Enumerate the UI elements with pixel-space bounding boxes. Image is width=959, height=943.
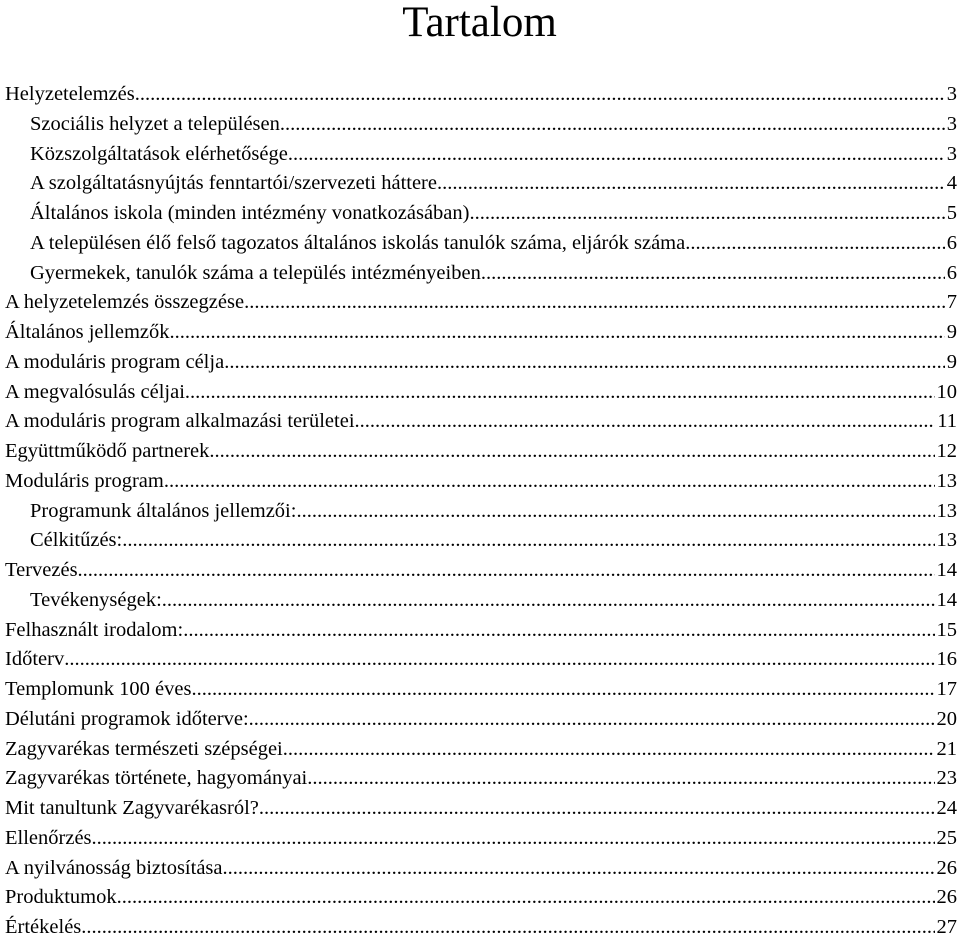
dot-leader	[280, 110, 945, 140]
toc-page-number: 9	[945, 348, 959, 378]
dot-leader	[117, 883, 935, 913]
toc-page-number: 25	[935, 824, 959, 854]
toc-entry-title: Zagyvarékas természeti szépségei	[5, 735, 283, 765]
dot-leader	[135, 80, 945, 110]
toc-entry-title: Tevékenységek:	[30, 586, 162, 616]
toc-entry[interactable]	[5, 318, 959, 348]
toc-page-number: 13	[935, 497, 959, 527]
dot-leader	[170, 318, 945, 348]
toc-page-number: 26	[935, 883, 959, 913]
toc-entry[interactable]	[5, 883, 959, 913]
toc-entry[interactable]	[5, 497, 959, 527]
toc-entry[interactable]	[5, 259, 959, 289]
toc-entry[interactable]	[5, 169, 959, 199]
toc-page-number: 17	[935, 675, 959, 705]
toc-entry-title: A megvalósulás céljai	[5, 378, 185, 408]
toc-entry-title: Gyermekek, tanulók száma a település intézményeiben	[30, 259, 481, 289]
toc-entry[interactable]	[5, 645, 959, 675]
toc-entry-title: Általános iskola (minden intézmény vonatkozásában)	[30, 199, 469, 229]
toc-entry[interactable]	[5, 378, 959, 408]
toc-entry-title: Helyzetelemzés	[5, 80, 135, 110]
toc-entry[interactable]	[5, 526, 959, 556]
toc-entry[interactable]	[5, 467, 959, 497]
dot-leader	[81, 913, 934, 943]
dot-leader	[249, 705, 935, 735]
toc-entry-title: Moduláris program	[5, 467, 164, 497]
dot-leader	[259, 794, 935, 824]
dot-leader	[209, 437, 934, 467]
toc-page-number: 5	[945, 199, 959, 229]
toc-entry-title: Délutáni programok időterve:	[5, 705, 249, 735]
dot-leader	[685, 229, 945, 259]
toc-page-number: 3	[945, 80, 959, 110]
toc-entry[interactable]	[5, 407, 959, 437]
toc-page-number: 27	[935, 913, 959, 943]
toc-page-number: 7	[945, 288, 959, 318]
toc-page-number: 21	[935, 735, 959, 765]
dot-leader	[122, 526, 934, 556]
toc-entry[interactable]	[5, 913, 959, 943]
dot-leader	[283, 735, 935, 765]
toc-page-number: 16	[935, 645, 959, 675]
dot-leader	[164, 467, 935, 497]
toc-entry-title: Produktumok	[5, 883, 117, 913]
dot-leader	[185, 378, 935, 408]
toc-entry[interactable]	[5, 764, 959, 794]
toc-entry-title: Szociális helyzet a településen	[30, 110, 280, 140]
table-of-contents	[5, 80, 959, 943]
toc-page-number: 13	[935, 467, 959, 497]
toc-entry-title: Együttműködő partnerek	[5, 437, 209, 467]
toc-page-number: 24	[935, 794, 959, 824]
toc-entry-title: A moduláris program alkalmazási területei	[5, 407, 355, 437]
toc-entry[interactable]	[5, 437, 959, 467]
toc-entry-title: Ellenőrzés	[5, 824, 92, 854]
dot-leader	[296, 497, 934, 527]
toc-entry-title: Programunk általános jellemzői:	[30, 497, 296, 527]
toc-page-number: 20	[935, 705, 959, 735]
toc-page-number: 14	[935, 586, 959, 616]
toc-page-number: 6	[945, 259, 959, 289]
toc-entry-title: Felhasznált irodalom:	[5, 616, 183, 646]
toc-entry[interactable]	[5, 80, 959, 110]
dot-leader	[244, 288, 945, 318]
dot-leader	[437, 169, 945, 199]
toc-entry-title: Célkitűzés:	[30, 526, 122, 556]
toc-entry[interactable]	[5, 140, 959, 170]
toc-page-number: 10	[935, 378, 959, 408]
toc-entry[interactable]	[5, 110, 959, 140]
toc-page-number: 11	[935, 407, 959, 437]
toc-entry-title: Értékelés	[5, 913, 81, 943]
dot-leader	[191, 675, 934, 705]
dot-leader	[224, 348, 945, 378]
dot-leader	[307, 764, 934, 794]
toc-entry-title: A moduláris program célja	[5, 348, 224, 378]
toc-entry-title: Általános jellemzők	[5, 318, 170, 348]
toc-page-number: 23	[935, 764, 959, 794]
toc-entry[interactable]	[5, 735, 959, 765]
toc-entry-title: A településen élő felső tagozatos általános iskolás tanulók száma, eljárók száma	[30, 229, 685, 259]
dot-leader	[355, 407, 936, 437]
toc-page-number: 15	[935, 616, 959, 646]
toc-page-number: 3	[945, 110, 959, 140]
dot-leader	[64, 645, 934, 675]
toc-page-number: 4	[945, 169, 959, 199]
dot-leader	[481, 259, 945, 289]
toc-entry-title: Zagyvarékas története, hagyományai	[5, 764, 307, 794]
toc-entry-title: A nyilvánosság biztosítása	[5, 854, 223, 884]
toc-entry[interactable]	[5, 824, 959, 854]
dot-leader	[162, 586, 935, 616]
toc-page-number: 14	[935, 556, 959, 586]
toc-entry[interactable]	[5, 199, 959, 229]
toc-entry-title: Templomunk 100 éves	[5, 675, 191, 705]
dot-leader	[469, 199, 944, 229]
toc-entry[interactable]	[5, 288, 959, 318]
toc-page-number: 13	[935, 526, 959, 556]
dot-leader	[78, 556, 935, 586]
toc-page-number: 9	[945, 318, 959, 348]
toc-entry[interactable]	[5, 229, 959, 259]
dot-leader	[223, 854, 935, 884]
toc-entry[interactable]	[5, 854, 959, 884]
toc-page-number: 3	[945, 140, 959, 170]
page-title: Tartalom	[0, 0, 959, 50]
toc-entry[interactable]	[5, 586, 959, 616]
toc-page-number: 12	[935, 437, 959, 467]
dot-leader	[92, 824, 935, 854]
toc-page-number: 6	[945, 229, 959, 259]
toc-entry[interactable]	[5, 556, 959, 586]
toc-entry[interactable]	[5, 616, 959, 646]
dot-leader	[183, 616, 934, 646]
toc-entry-title: Időterv	[5, 645, 64, 675]
toc-entry-title: Közszolgáltatások elérhetősége	[30, 140, 288, 170]
toc-entry[interactable]	[5, 705, 959, 735]
toc-page-number: 26	[935, 854, 959, 884]
toc-entry-title: A helyzetelemzés összegzése	[5, 288, 244, 318]
toc-entry[interactable]	[5, 794, 959, 824]
toc-entry-title: Tervezés	[5, 556, 78, 586]
toc-entry-title: A szolgáltatásnyújtás fenntartói/szervezeti háttere	[30, 169, 437, 199]
toc-entry[interactable]	[5, 348, 959, 378]
dot-leader	[288, 140, 945, 170]
toc-entry-title: Mit tanultunk Zagyvarékasról?	[5, 794, 259, 824]
toc-entry[interactable]	[5, 675, 959, 705]
